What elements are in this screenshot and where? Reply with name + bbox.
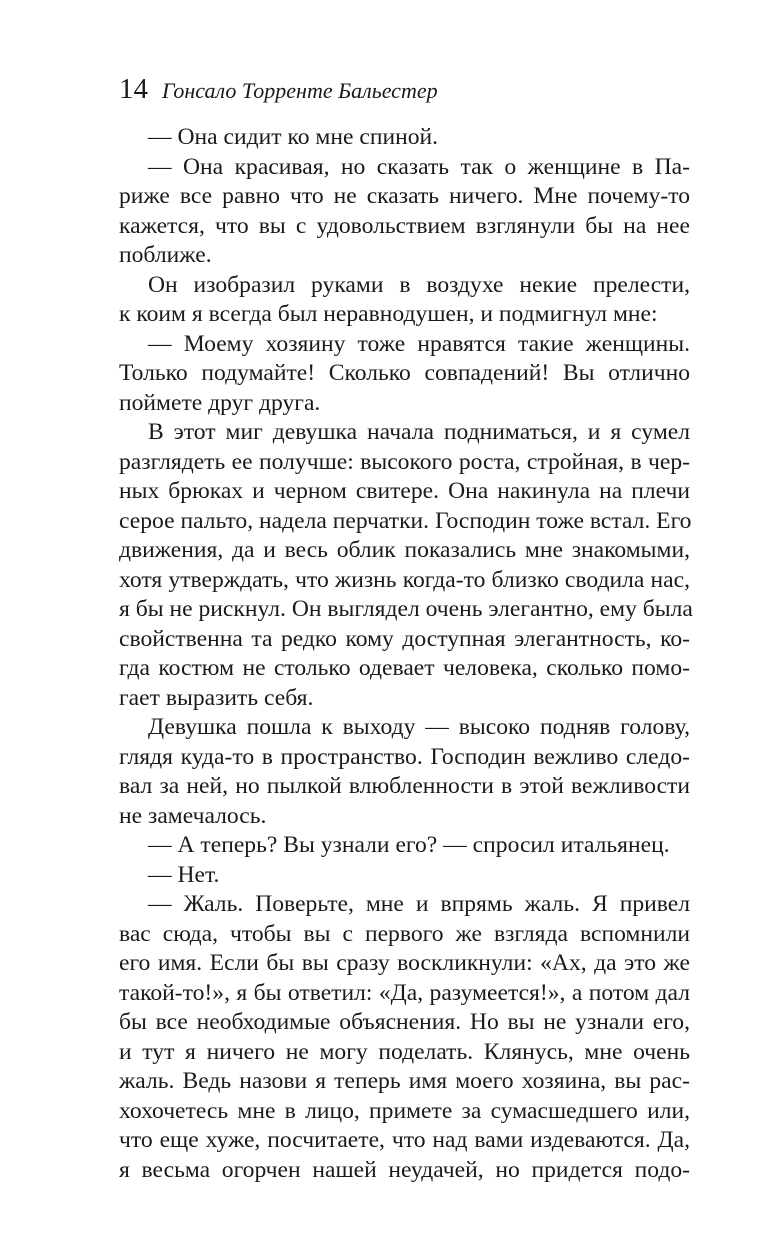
text-line: гда костюм не столько одевает человека, сколько помо- [119,655,690,681]
text-line: Только подумайте! Сколько совпадений! Вы отлично [119,360,690,386]
text-line: — Моему хозяину тоже нравятся такие женщины. [148,330,690,357]
text-line: и тут я ничего не могу поделать. Клянусь, мне очень [119,1038,690,1065]
text-line: — Она красивая, но сказать так о женщине в Па- [148,153,690,180]
text-line: поближе. [119,242,212,268]
text-line: — Жаль. Поверьте, мне и впрямь жаль. Я привел [148,891,690,917]
text-line: бы все необходимые объяснения. Но вы не узнали его, [119,1009,690,1035]
text-line: я бы не рискнул. Он выглядел очень элегантно, ему была [119,596,693,622]
text-line: свойственна та редко кому доступная элегантность, ко- [119,625,690,652]
running-head-title: Гонсало Торренте Бальестер [162,78,438,103]
page-number: 14 [119,73,148,105]
text-line: не замечалось. [119,802,267,829]
text-line: хохочетесь мне в лицо, примете за сумасшедшего или, [119,1097,690,1124]
text-line: его имя. Если бы вы сразу воскликнули: «Ах, да это же [119,950,690,976]
text-line: я весьма огорчен нашей неудачей, но придется подо- [119,1156,690,1183]
text-line: вас сюда, чтобы вы с первого же взгляда вспомнили [119,920,690,947]
text-line: жаль. Ведь назови я теперь имя моего хозяина, вы рас- [119,1068,690,1094]
text-line: серое пальто, надела перчатки. Господин тоже встал. Его [119,507,692,534]
text-line: разглядеть ее получше: высокого роста, стройная, в чер- [119,448,690,475]
text-line: поймете друг друга. [119,389,321,416]
text-line: — А теперь? Вы узнали его? — спросил итальянец. [148,832,670,858]
text-line: — Нет. [148,861,220,888]
text-line: хотя утверждать, что жизнь когда-то близко сводила нас, [119,566,690,593]
text-line: глядя куда-то в пространство. Господин вежливо следо- [119,743,690,770]
text-line: кажется, что вы с удовольствием взглянули бы на нее [119,212,690,239]
text-line: ных брюках и черном свитере. Она накинула на плечи [119,478,690,504]
text-line: — Она сидит ко мне спиной. [148,124,439,150]
body-text [119,123,693,1185]
text-line: Девушка пошла к выходу — высоко подняв голову, [148,714,690,740]
text-line: вал за ней, но пылкой влюбленности в этой вежливости [119,773,690,799]
text-line: гает выразить себя. [119,684,314,711]
text-line: движения, да и весь облик показались мне знакомыми, [119,537,690,563]
text-line: что еще хуже, посчитаете, что над вами издеваются. Да, [119,1127,690,1153]
text-line: Он изобразил руками в воздухе некие прелести, [148,271,690,298]
text-line: к коим я всегда был неравнодушен, и подмигнул мне: [119,301,658,327]
text-line: В этот миг девушка начала подниматься, и я сумел [148,419,690,445]
running-head [119,73,438,106]
text-line: такой-то!», я бы ответил: «Да, разумеется!», а потом дал [119,979,690,1006]
text-line: риже все равно что не сказать ничего. Мне почему-то [119,183,690,209]
